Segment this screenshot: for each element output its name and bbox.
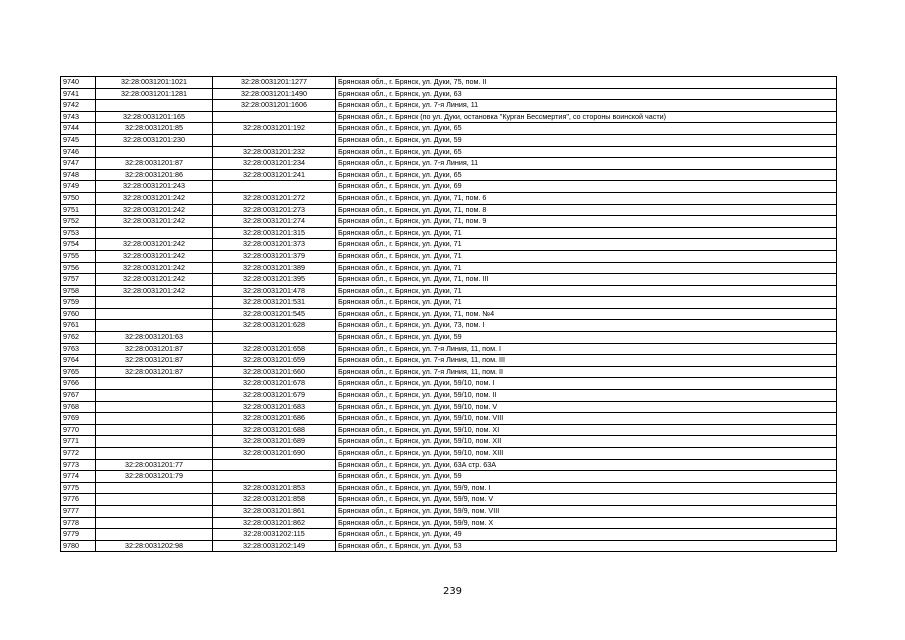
- cadastral-number-2-cell: 32:28:0031201:395: [213, 274, 336, 286]
- cadastral-number-2-cell: 32:28:0031201:373: [213, 239, 336, 251]
- cadastral-number-2-cell: [213, 459, 336, 471]
- cadastral-number-1-cell: [96, 482, 213, 494]
- cadastral-number-2-cell: 32:28:0031201:1490: [213, 88, 336, 100]
- table-row: [61, 297, 837, 309]
- cadastral-number-1-cell: [96, 146, 213, 158]
- table-row: [61, 111, 837, 123]
- row-number-cell: 9749: [61, 181, 96, 193]
- row-number-cell: 9776: [61, 494, 96, 506]
- table-row: [61, 343, 837, 355]
- row-number-cell: 9745: [61, 134, 96, 146]
- table-row: [61, 459, 837, 471]
- cadastral-number-2-cell: 32:28:0031201:545: [213, 308, 336, 320]
- cadastral-number-2-cell: [213, 134, 336, 146]
- row-number-cell: 9741: [61, 88, 96, 100]
- cadastral-number-2-cell: 32:28:0031201:853: [213, 482, 336, 494]
- table-row: [61, 274, 837, 286]
- cadastral-number-2-cell: 32:28:0031201:861: [213, 505, 336, 517]
- cadastral-number-1-cell: [96, 297, 213, 309]
- address-cell: Брянская обл., г. Брянск, ул. Дуки, 59/10, пом. XI: [336, 424, 837, 436]
- row-number-cell: 9743: [61, 111, 96, 123]
- cadastral-number-1-cell: [96, 378, 213, 390]
- cadastral-number-2-cell: 32:28:0031201:272: [213, 192, 336, 204]
- table-row: [61, 285, 837, 297]
- table-row: [61, 355, 837, 367]
- cadastral-number-2-cell: 32:28:0031201:659: [213, 355, 336, 367]
- row-number-cell: 9769: [61, 413, 96, 425]
- address-cell: Брянская обл., г. Брянск, ул. Дуки, 53: [336, 540, 837, 552]
- table-row: [61, 250, 837, 262]
- cadastral-number-2-cell: [213, 181, 336, 193]
- address-cell: Брянская обл., г. Брянск, ул. Дуки, 59/10, пом. XIII: [336, 448, 837, 460]
- address-cell: Брянская обл., г. Брянск, ул. Дуки, 59/10, пом. VIII: [336, 413, 837, 425]
- address-cell: Брянская обл., г. Брянск, ул. Дуки, 59/9, пом. X: [336, 517, 837, 529]
- row-number-cell: 9775: [61, 482, 96, 494]
- table-row: [61, 494, 837, 506]
- cadastral-number-2-cell: [213, 332, 336, 344]
- row-number-cell: 9763: [61, 343, 96, 355]
- table-row: [61, 123, 837, 135]
- cadastral-number-1-cell: 32:28:0031201:230: [96, 134, 213, 146]
- address-cell: Брянская обл., г. Брянск, ул. 7-я Линия, 11, пом. II: [336, 366, 837, 378]
- cadastral-number-2-cell: [213, 111, 336, 123]
- cadastral-number-2-cell: 32:28:0031201:478: [213, 285, 336, 297]
- cadastral-number-2-cell: 32:28:0031202:115: [213, 529, 336, 541]
- cadastral-number-1-cell: 32:28:0031201:87: [96, 158, 213, 170]
- address-cell: Брянская обл., г. Брянск, ул. Дуки, 63А стр. 63А: [336, 459, 837, 471]
- cadastral-number-1-cell: 32:28:0031201:85: [96, 123, 213, 135]
- cadastral-number-2-cell: 32:28:0031202:149: [213, 540, 336, 552]
- address-cell: Брянская обл., г. Брянск, ул. Дуки, 71, пом. III: [336, 274, 837, 286]
- table-row: [61, 158, 837, 170]
- table-row: [61, 378, 837, 390]
- address-cell: Брянская обл., г. Брянск, ул. Дуки, 59/10, пом. V: [336, 401, 837, 413]
- address-cell: Брянская обл., г. Брянск, ул. Дуки, 49: [336, 529, 837, 541]
- cadastral-number-2-cell: 32:28:0031201:660: [213, 366, 336, 378]
- cadastral-number-2-cell: 32:28:0031201:686: [213, 413, 336, 425]
- table-row: [61, 192, 837, 204]
- cadastral-number-1-cell: 32:28:0031201:86: [96, 169, 213, 181]
- row-number-cell: 9750: [61, 192, 96, 204]
- address-cell: Брянская обл., г. Брянск, ул. Дуки, 59/9, пом. I: [336, 482, 837, 494]
- row-number-cell: 9752: [61, 216, 96, 228]
- row-number-cell: 9762: [61, 332, 96, 344]
- address-cell: Брянская обл., г. Брянск, ул. Дуки, 65: [336, 169, 837, 181]
- cadastral-number-1-cell: [96, 401, 213, 413]
- row-number-cell: 9779: [61, 529, 96, 541]
- cadastral-number-1-cell: 32:28:0031201:165: [96, 111, 213, 123]
- row-number-cell: 9744: [61, 123, 96, 135]
- row-number-cell: 9780: [61, 540, 96, 552]
- address-cell: Брянская обл., г. Брянск, ул. Дуки, 59/9, пом. V: [336, 494, 837, 506]
- cadastral-number-2-cell: 32:28:0031201:689: [213, 436, 336, 448]
- row-number-cell: 9765: [61, 366, 96, 378]
- table-row: [61, 146, 837, 158]
- table-row: [61, 401, 837, 413]
- address-cell: Брянская обл., г. Брянск, ул. Дуки, 59: [336, 471, 837, 483]
- row-number-cell: 9756: [61, 262, 96, 274]
- cadastral-number-1-cell: 32:28:0031202:98: [96, 540, 213, 552]
- table-row: [61, 204, 837, 216]
- address-cell: Брянская обл., г. Брянск, ул. 7-я Линия, 11: [336, 158, 837, 170]
- cadastral-number-2-cell: 32:28:0031201:315: [213, 227, 336, 239]
- register-table: [60, 76, 837, 552]
- table-row: [61, 390, 837, 402]
- cadastral-number-1-cell: [96, 227, 213, 239]
- cadastral-number-1-cell: 32:28:0031201:87: [96, 343, 213, 355]
- address-cell: Брянская обл., г. Брянск, ул. Дуки, 71, пом. 8: [336, 204, 837, 216]
- row-number-cell: 9770: [61, 424, 96, 436]
- table-row: [61, 88, 837, 100]
- cadastral-number-2-cell: 32:28:0031201:241: [213, 169, 336, 181]
- cadastral-number-2-cell: 32:28:0031201:1277: [213, 77, 336, 89]
- row-number-cell: 9755: [61, 250, 96, 262]
- row-number-cell: 9754: [61, 239, 96, 251]
- address-cell: Брянская обл., г. Брянск, ул. Дуки, 69: [336, 181, 837, 193]
- row-number-cell: 9764: [61, 355, 96, 367]
- row-number-cell: 9773: [61, 459, 96, 471]
- address-cell: Брянская обл., г. Брянск, ул. Дуки, 73, пом. I: [336, 320, 837, 332]
- row-number-cell: 9766: [61, 378, 96, 390]
- cadastral-number-1-cell: 32:28:0031201:242: [96, 262, 213, 274]
- table-row: [61, 77, 837, 89]
- cadastral-number-1-cell: 32:28:0031201:242: [96, 204, 213, 216]
- cadastral-number-2-cell: 32:28:0031201:379: [213, 250, 336, 262]
- table-row: [61, 482, 837, 494]
- cadastral-number-2-cell: [213, 471, 336, 483]
- cadastral-number-2-cell: 32:28:0031201:690: [213, 448, 336, 460]
- table-row: [61, 308, 837, 320]
- cadastral-number-1-cell: 32:28:0031201:87: [96, 355, 213, 367]
- cadastral-number-2-cell: 32:28:0031201:628: [213, 320, 336, 332]
- cadastral-number-1-cell: [96, 448, 213, 460]
- address-cell: Брянская обл., г. Брянск, ул. Дуки, 65: [336, 146, 837, 158]
- cadastral-number-1-cell: 32:28:0031201:243: [96, 181, 213, 193]
- cadastral-number-1-cell: 32:28:0031201:242: [96, 192, 213, 204]
- table-row: [61, 505, 837, 517]
- table-row: [61, 471, 837, 483]
- address-cell: Брянская обл., г. Брянск, ул. Дуки, 59/10, пом. XII: [336, 436, 837, 448]
- table-row: [61, 366, 837, 378]
- cadastral-number-1-cell: [96, 390, 213, 402]
- row-number-cell: 9771: [61, 436, 96, 448]
- cadastral-number-2-cell: 32:28:0031201:678: [213, 378, 336, 390]
- row-number-cell: 9747: [61, 158, 96, 170]
- table-row: [61, 320, 837, 332]
- cadastral-number-1-cell: 32:28:0031201:242: [96, 250, 213, 262]
- cadastral-number-2-cell: 32:28:0031201:658: [213, 343, 336, 355]
- cadastral-number-1-cell: [96, 424, 213, 436]
- table-row: [61, 169, 837, 181]
- cadastral-number-2-cell: 32:28:0031201:679: [213, 390, 336, 402]
- cadastral-number-1-cell: [96, 413, 213, 425]
- cadastral-number-1-cell: 32:28:0031201:63: [96, 332, 213, 344]
- row-number-cell: 9778: [61, 517, 96, 529]
- table-row: [61, 517, 837, 529]
- table-row: [61, 227, 837, 239]
- cadastral-number-2-cell: 32:28:0031201:531: [213, 297, 336, 309]
- address-cell: Брянская обл., г. Брянск, ул. Дуки, 63: [336, 88, 837, 100]
- row-number-cell: 9772: [61, 448, 96, 460]
- row-number-cell: 9760: [61, 308, 96, 320]
- row-number-cell: 9774: [61, 471, 96, 483]
- address-cell: Брянская обл., г. Брянск (по ул. Дуки, остановка "Курган Бессмертия", со стороны воинской части): [336, 111, 837, 123]
- cadastral-number-1-cell: [96, 529, 213, 541]
- row-number-cell: 9759: [61, 297, 96, 309]
- cadastral-number-1-cell: [96, 100, 213, 112]
- row-number-cell: 9748: [61, 169, 96, 181]
- row-number-cell: 9746: [61, 146, 96, 158]
- row-number-cell: 9761: [61, 320, 96, 332]
- address-cell: Брянская обл., г. Брянск, ул. Дуки, 59: [336, 134, 837, 146]
- row-number-cell: 9753: [61, 227, 96, 239]
- row-number-cell: 9767: [61, 390, 96, 402]
- table-row: [61, 134, 837, 146]
- cadastral-number-2-cell: 32:28:0031201:389: [213, 262, 336, 274]
- address-cell: Брянская обл., г. Брянск, ул. Дуки, 71, пом. 6: [336, 192, 837, 204]
- row-number-cell: 9751: [61, 204, 96, 216]
- address-cell: Брянская обл., г. Брянск, ул. Дуки, 59: [336, 332, 837, 344]
- address-cell: Брянская обл., г. Брянск, ул. Дуки, 71: [336, 250, 837, 262]
- table-row: [61, 436, 837, 448]
- address-cell: Брянская обл., г. Брянск, ул. 7-я Линия, 11, пом. III: [336, 355, 837, 367]
- address-cell: Брянская обл., г. Брянск, ул. 7-я Линия, 11: [336, 100, 837, 112]
- address-cell: Брянская обл., г. Брянск, ул. 7-я Линия, 11, пом. I: [336, 343, 837, 355]
- cadastral-number-2-cell: 32:28:0031201:273: [213, 204, 336, 216]
- cadastral-number-1-cell: 32:28:0031201:242: [96, 274, 213, 286]
- address-cell: Брянская обл., г. Брянск, ул. Дуки, 59/10, пом. I: [336, 378, 837, 390]
- page-number: 239: [442, 586, 463, 597]
- cadastral-number-1-cell: 32:28:0031201:77: [96, 459, 213, 471]
- cadastral-number-2-cell: 32:28:0031201:274: [213, 216, 336, 228]
- cadastral-number-2-cell: 32:28:0031201:683: [213, 401, 336, 413]
- row-number-cell: 9742: [61, 100, 96, 112]
- row-number-cell: 9758: [61, 285, 96, 297]
- table-row: [61, 448, 837, 460]
- address-cell: Брянская обл., г. Брянск, ул. Дуки, 71: [336, 262, 837, 274]
- cadastral-number-1-cell: 32:28:0031201:79: [96, 471, 213, 483]
- cadastral-number-1-cell: [96, 320, 213, 332]
- cadastral-number-1-cell: [96, 494, 213, 506]
- table-row: [61, 239, 837, 251]
- cadastral-number-1-cell: 32:28:0031201:242: [96, 239, 213, 251]
- cadastral-number-1-cell: 32:28:0031201:87: [96, 366, 213, 378]
- cadastral-number-2-cell: 32:28:0031201:192: [213, 123, 336, 135]
- table-row: [61, 100, 837, 112]
- cadastral-number-1-cell: [96, 505, 213, 517]
- table-row: [61, 413, 837, 425]
- row-number-cell: 9768: [61, 401, 96, 413]
- address-cell: Брянская обл., г. Брянск, ул. Дуки, 71, пом. 9: [336, 216, 837, 228]
- row-number-cell: 9740: [61, 77, 96, 89]
- cadastral-number-1-cell: [96, 517, 213, 529]
- address-cell: Брянская обл., г. Брянск, ул. Дуки, 59/9, пом. VIII: [336, 505, 837, 517]
- cadastral-number-1-cell: 32:28:0031201:242: [96, 216, 213, 228]
- cadastral-number-1-cell: 32:28:0031201:1281: [96, 88, 213, 100]
- table-row: [61, 540, 837, 552]
- cadastral-number-1-cell: [96, 436, 213, 448]
- row-number-cell: 9757: [61, 274, 96, 286]
- cadastral-number-2-cell: 32:28:0031201:234: [213, 158, 336, 170]
- table-row: [61, 332, 837, 344]
- cadastral-number-1-cell: [96, 308, 213, 320]
- address-cell: Брянская обл., г. Брянск, ул. Дуки, 71, пом. №4: [336, 308, 837, 320]
- row-number-cell: 9777: [61, 505, 96, 517]
- cadastral-number-1-cell: 32:28:0031201:242: [96, 285, 213, 297]
- table-row: [61, 529, 837, 541]
- address-cell: Брянская обл., г. Брянск, ул. Дуки, 71: [336, 239, 837, 251]
- table-row: [61, 216, 837, 228]
- address-cell: Брянская обл., г. Брянск, ул. Дуки, 71: [336, 285, 837, 297]
- cadastral-number-2-cell: 32:28:0031201:858: [213, 494, 336, 506]
- table-row: [61, 181, 837, 193]
- address-cell: Брянская обл., г. Брянск, ул. Дуки, 71: [336, 227, 837, 239]
- register-table-body: [61, 77, 837, 552]
- address-cell: Брянская обл., г. Брянск, ул. Дуки, 75, пом. II: [336, 77, 837, 89]
- cadastral-number-2-cell: 32:28:0031201:688: [213, 424, 336, 436]
- address-cell: Брянская обл., г. Брянск, ул. Дуки, 65: [336, 123, 837, 135]
- cadastral-number-2-cell: 32:28:0031201:1606: [213, 100, 336, 112]
- cadastral-number-1-cell: 32:28:0031201:1021: [96, 77, 213, 89]
- cadastral-number-2-cell: 32:28:0031201:862: [213, 517, 336, 529]
- cadastral-number-2-cell: 32:28:0031201:232: [213, 146, 336, 158]
- table-row: [61, 424, 837, 436]
- address-cell: Брянская обл., г. Брянск, ул. Дуки, 59/10, пом. II: [336, 390, 837, 402]
- address-cell: Брянская обл., г. Брянск, ул. Дуки, 71: [336, 297, 837, 309]
- table-row: [61, 262, 837, 274]
